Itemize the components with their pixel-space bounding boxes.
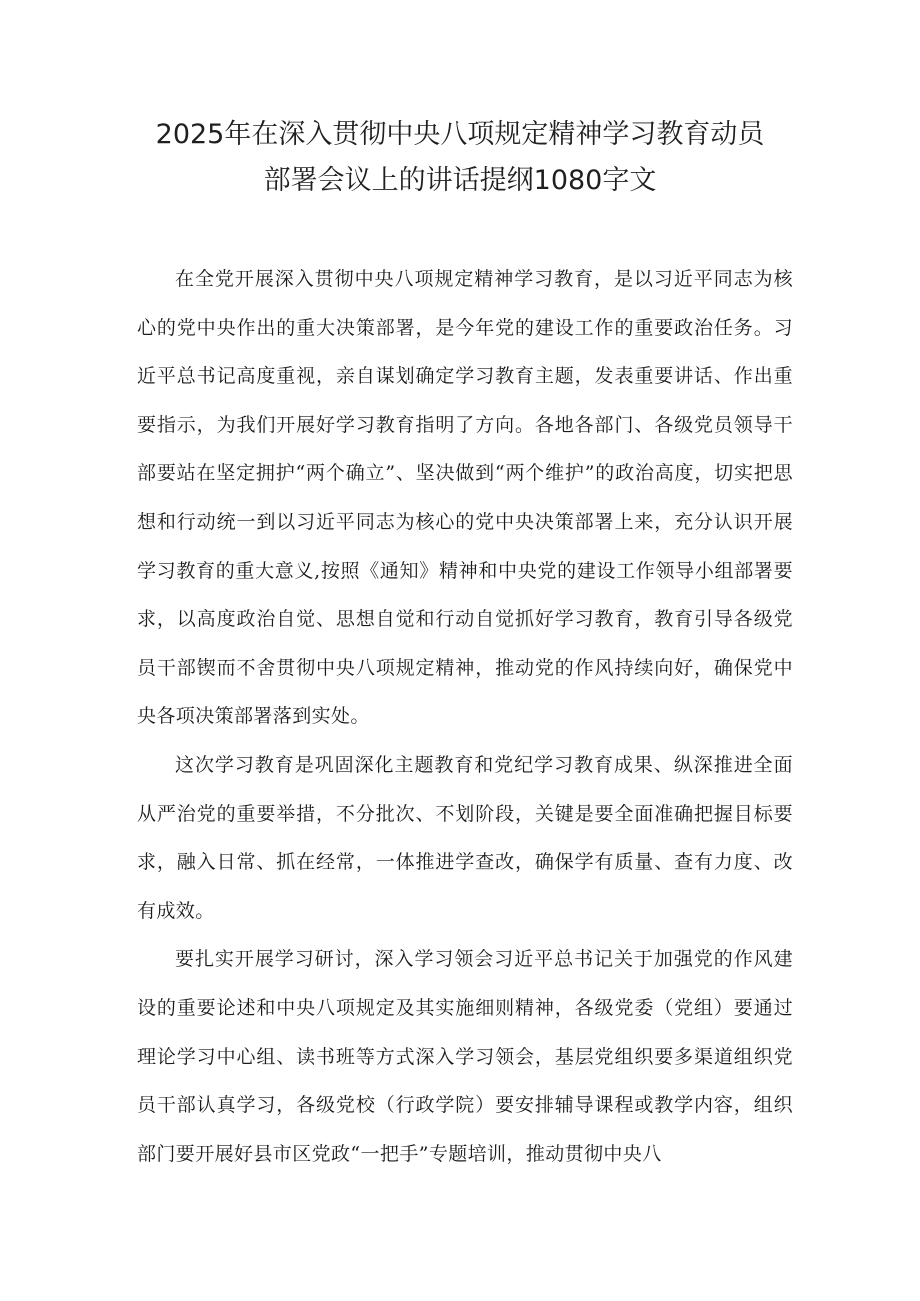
paragraph-2: 这次学习教育是巩固深化主题教育和党纪学习教育成果、纵深推进全面从严治党的重要举措，不分批次、不划阶段，关键是要全面准确把握目标要求，融入日常、抓在经常，一体推进学查改，确保学有质量、查有力度、改有成效。 (137, 753, 793, 922)
document-body (137, 255, 793, 1178)
title-line-1: 2025年在深入贯彻中央八项规定精神学习教育动员 (155, 119, 765, 150)
paragraph-3: 要扎实开展学习研讨，深入学习领会习近平总书记关于加强党的作风建设的重要论述和中央八项规定及其实施细则精神，各级党委（党组）要通过理论学习中心组、读书班等方式深入学习领会，基层党组织要多渠道组织党员干部认真学习，各级党校（行政学院）要安排辅导课程或教学内容，组织部门要开展好县市区党政“一把手”专题培训，推动贯彻中央八 (137, 948, 793, 1165)
title-line-2: 部署会议上的讲话提纲1080字文 (263, 165, 657, 196)
paragraph-1: 在全党开展深入贯彻中央八项规定精神学习教育，是以习近平同志为核心的党中央作出的重大决策部署，是今年党的建设工作的重要政治任务。习近平总书记高度重视，亲自谋划确定学习教育主题，发表重要讲话、作出重要指示，为我们开展好学习教育指明了方向。各地各部门、各级党员领导干部要站在坚定拥护“两个确立”、坚决做到“两个维护”的政治高度，切实把思想和行动统一到以习近平同志为核心的党中央决策部署上来，充分认识开展学习教育的重大意义,按照《通知》精神和中央党的建设工作领导小组部署要求，以高度政治自觉、思想自觉和行动自觉抓好学习教育，教育引导各级党员干部锲而不舍贯彻中央八项规定精神，推动党的作风持续向好，确保党中央各项决策部署落到实处。 (137, 268, 793, 728)
document-title (100, 112, 820, 204)
